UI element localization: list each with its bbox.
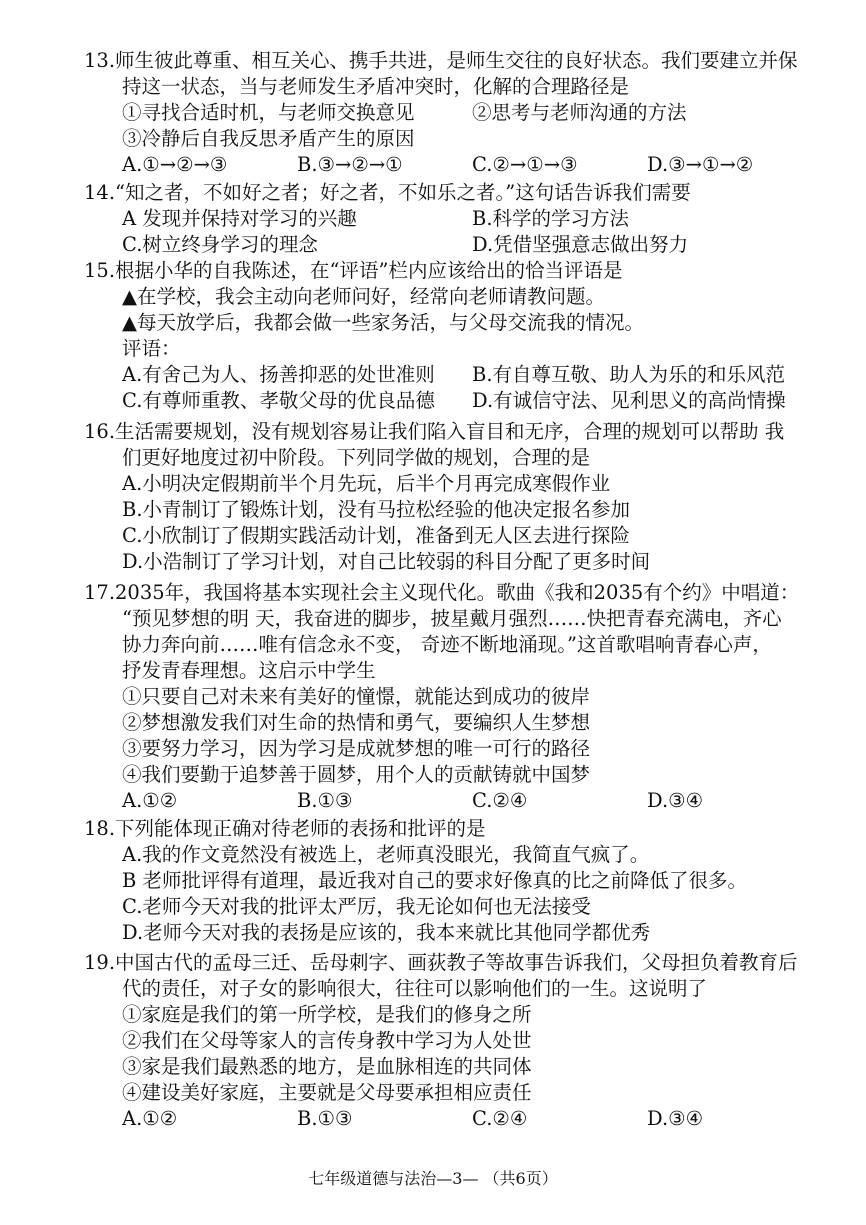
question-text: 14.“知之者，不如好之者；好之者，不如乐之者。”这句话告诉我们需要 <box>84 181 691 204</box>
option-c: C.②→①→③ <box>472 153 578 176</box>
question-text: 13.师生彼此尊重、相互关心、携手共进，是师生交往的良好状态。我们要建立并保 <box>84 49 798 72</box>
option-c: C.老师今天对我的批评太严厉，我无论如何也无法接受 <box>122 895 591 918</box>
question-14 <box>84 180 822 258</box>
option-b: B.小青制订了锻炼计划，没有马拉松经验的他决定报名参加 <box>122 498 631 521</box>
options-row <box>92 206 822 232</box>
question-text: 15.根据小华的自我陈述，在“评语”栏内应该给出的恰当评语是 <box>84 259 623 282</box>
question-text: 19.中国古代的孟母三迁、岳母刺字、画荻教子等故事告诉我们，父母担负着教育后 <box>84 951 798 974</box>
option-c: C.树立终身学习的理念 <box>122 233 318 256</box>
statement: ①寻找合适时机，与老师交换意见 <box>122 101 415 124</box>
option-d: D.③④ <box>647 1107 704 1130</box>
statement: ①家庭是我们的第一所学校，是我们的修身之所 <box>122 1003 532 1026</box>
question-text: 抒发青春理想。这启示中学生 <box>122 659 376 682</box>
options-row <box>92 388 822 414</box>
statement: ④我们要勤于追梦善于圆梦，用个人的贡献铸就中国梦 <box>122 763 591 786</box>
statement: ①只要自己对未来有美好的憧憬，就能达到成功的彼岸 <box>122 685 591 708</box>
option-d: D.凭借坚强意志做出努力 <box>472 233 689 256</box>
question-15 <box>84 258 822 414</box>
options-row <box>92 1106 822 1132</box>
question-text: 18.下列能体现正确对待老师的表扬和批评的是 <box>84 817 486 840</box>
option-d: D.老师今天对我的表扬是应该的，我本来就比其他同学都优秀 <box>122 921 651 944</box>
option-a: A.①② <box>122 789 178 812</box>
question-16 <box>84 419 822 575</box>
option-b: B.①③ <box>297 1107 353 1130</box>
question-13 <box>84 48 822 178</box>
option-d: D.小浩制订了学习计划，对自己比较弱的科目分配了更多时间 <box>122 550 651 573</box>
question-text: 16.生活需要规划，没有规划容易让我们陷入盲目和无序，合理的规划可以帮助 我 <box>84 420 785 443</box>
option-d: D.③④ <box>647 789 704 812</box>
option-c: C.小欣制订了假期实践活动计划，准备到无人区去进行探险 <box>122 524 630 547</box>
option-c: C.②④ <box>472 1107 528 1130</box>
option-d: D.有诚信守法、见利思义的高尚情操 <box>472 389 786 412</box>
options-row <box>92 152 822 178</box>
option-d: D.③→①→② <box>647 153 754 176</box>
statement: ③要努力学习，因为学习是成就梦想的唯一可行的路径 <box>122 737 591 760</box>
option-a: A.我的作文竟然没有被选上，老师真没眼光，我简直气疯了。 <box>122 843 650 866</box>
options-row <box>92 788 822 814</box>
options-row <box>92 232 822 258</box>
question-text: 17.2035年，我国将基本实现社会主义现代化。歌曲《我和2035有个约》中唱道： <box>84 581 800 604</box>
question-text: 持这一状态，当与老师发生矛盾冲突时，化解的合理路径是 <box>122 75 630 98</box>
statement: ②梦想激发我们对生命的热情和勇气，要编织人生梦想 <box>122 711 591 734</box>
option-b: B.①③ <box>297 789 353 812</box>
option-c: C.有尊师重教、孝敬父母的优良品德 <box>122 389 435 412</box>
statement-row <box>92 100 822 126</box>
option-a: A 发现并保持对学习的兴趣 <box>122 207 357 230</box>
option-a: A.①② <box>122 1107 178 1130</box>
question-text: 协力奔向前……唯有信念永不变， 奇迹不断地涌现。”这首歌唱响青春心声， <box>122 633 772 656</box>
option-c: C.②④ <box>472 789 528 812</box>
question-text: 代的责任，对子女的影响很大，往往可以影响他们的一生。这说明了 <box>122 977 708 1000</box>
question-18 <box>84 816 822 946</box>
question-19 <box>84 950 822 1132</box>
question-17 <box>84 580 822 814</box>
statement: ③家是我们最熟悉的地方，是血脉相连的共同体 <box>122 1055 532 1078</box>
option-b: B 老师批评得有道理，最近我对自己的要求好像真的比之前降低了很多。 <box>122 869 748 892</box>
option-b: B.科学的学习方法 <box>472 207 630 230</box>
statement: ③冷静后自我反思矛盾产生的原因 <box>122 127 415 150</box>
question-text: 们更好地度过初中阶段。下列同学做的规划，合理的是 <box>122 446 591 469</box>
comment-label: 评语： <box>122 337 181 360</box>
statement: ▲在学校，我会主动向老师问好，经常向老师请教问题。 <box>122 285 605 308</box>
option-a: A.①→②→③ <box>122 153 228 176</box>
option-a: A.有舍己为人、扬善抑恶的处世准则 <box>122 363 435 386</box>
options-row <box>92 362 822 388</box>
option-a: A.小明决定假期前半个月先玩，后半个月再完成寒假作业 <box>122 472 611 495</box>
option-b: B.有自尊互敬、助人为乐的和乐风范 <box>472 363 786 386</box>
question-text: “预见梦想的明 天，我奋进的脚步，披星戴月强烈……快把青春充满电，齐心 <box>122 607 782 630</box>
statement: ▲每天放学后，我都会做一些家务活，与父母交流我的情况。 <box>122 311 644 334</box>
statement: ④建设美好家庭，主要就是父母要承担相应责任 <box>122 1081 532 1104</box>
page-footer: 七年级道德与法治—3— （共6页） <box>308 1169 558 1188</box>
option-b: B.③→②→① <box>297 153 403 176</box>
statement: ②我们在父母等家人的言传身教中学习为人处世 <box>122 1029 532 1052</box>
statement: ②思考与老师沟通的方法 <box>472 101 687 124</box>
